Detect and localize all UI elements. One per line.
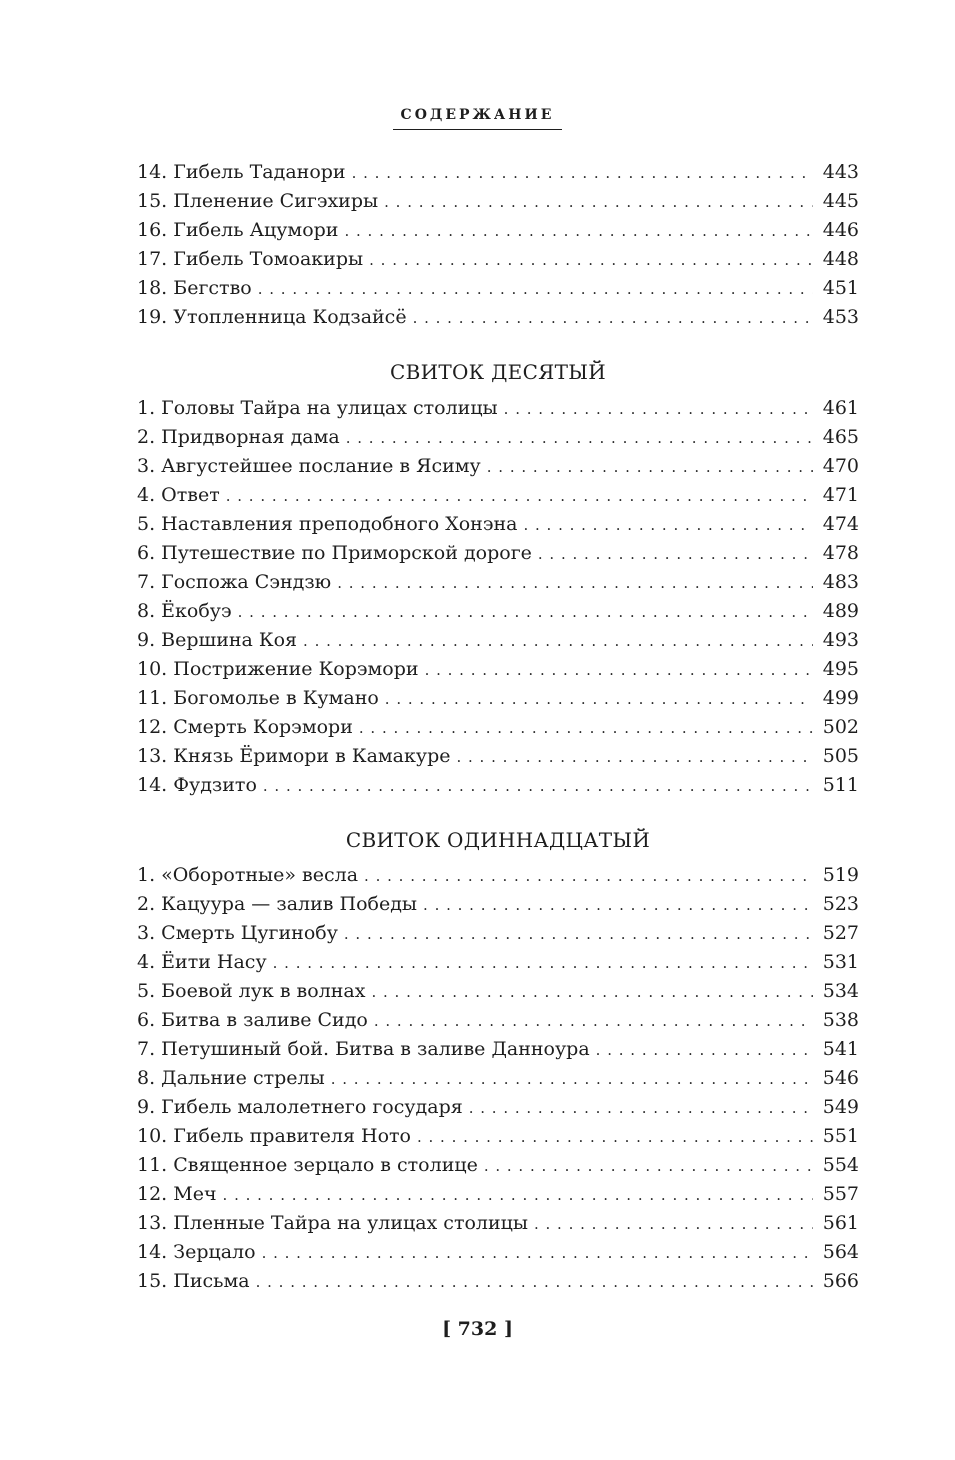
dot-leader [596, 1036, 813, 1065]
toc-entry-page: 478 [822, 542, 859, 564]
dot-leader [417, 1123, 813, 1152]
toc-entry [137, 274, 859, 303]
toc-entry [137, 1209, 859, 1238]
toc-entry [137, 158, 859, 187]
toc-entry-page: 474 [822, 513, 859, 535]
running-header [0, 104, 955, 130]
running-header-title: СОДЕРЖАНИЕ [393, 107, 563, 130]
dot-leader [352, 159, 813, 188]
toc-entry-page: 465 [822, 426, 859, 448]
toc-entry-page: 541 [822, 1038, 859, 1060]
toc-entry-title: 3. Смерть Цугинобу [137, 922, 338, 944]
toc-entry [137, 713, 859, 742]
toc-entry-page: 448 [822, 248, 859, 270]
toc-entry-title: 13. Князь Ёримори в Камакуре [137, 745, 451, 767]
dot-leader [226, 482, 813, 511]
toc-entry-page: 505 [822, 745, 859, 767]
toc-entry-title: 17. Гибель Томоакиры [137, 248, 364, 270]
toc-entry-page: 499 [822, 687, 859, 709]
toc-entry-page: 549 [822, 1096, 859, 1118]
toc-entry [137, 216, 859, 245]
dot-leader [223, 1181, 813, 1210]
dot-leader [303, 627, 813, 656]
dot-leader [384, 188, 813, 217]
toc-entry [137, 394, 859, 423]
dot-leader [263, 772, 813, 801]
dot-leader [487, 453, 813, 482]
toc-entry-title: 15. Письма [137, 1270, 250, 1292]
toc-entry [137, 245, 859, 274]
toc-section-scroll-ten [137, 394, 859, 800]
dot-leader [344, 920, 813, 949]
toc-entry-page: 523 [822, 893, 859, 915]
toc-entry [137, 771, 859, 800]
toc-entry-title: 11. Священное зерцало в столице [137, 1154, 478, 1176]
toc-entry-page: 470 [822, 455, 859, 477]
toc-entry [137, 861, 859, 890]
toc-entry-title: 4. Ёити Насу [137, 951, 267, 973]
toc-entry [137, 1064, 859, 1093]
dot-leader [523, 511, 813, 540]
dot-leader [385, 685, 813, 714]
toc-entry-page: 557 [822, 1183, 859, 1205]
toc-entry-page: 493 [822, 629, 859, 651]
toc-entry-page: 534 [822, 980, 859, 1002]
dot-leader [534, 1210, 813, 1239]
toc-entry-title: 14. Зерцало [137, 1241, 256, 1263]
toc-entry-title: 1. Головы Тайра на улицах столицы [137, 397, 498, 419]
section-heading-scroll-eleven: СВИТОК ОДИННАДЦАТЫЙ [345, 828, 651, 852]
toc-entry [137, 655, 859, 684]
dot-leader [258, 275, 813, 304]
toc-entry-title: 1. «Оборотные» весла [137, 864, 359, 886]
toc-entry-title: 4. Ответ [137, 484, 220, 506]
toc-entry-title: 8. Дальние стрелы [137, 1067, 325, 1089]
toc-entry-title: 10. Пострижение Корэмори [137, 658, 419, 680]
dot-leader [337, 569, 813, 598]
toc-entry-title: 6. Путешествие по Приморской дороге [137, 542, 532, 564]
toc-entry [137, 626, 859, 655]
toc-entry [137, 539, 859, 568]
toc-entry [137, 452, 859, 481]
section-heading-scroll-ten: СВИТОК ДЕСЯТЫЙ [390, 360, 606, 384]
toc-entry-page: 502 [822, 716, 859, 738]
dot-leader [413, 304, 813, 333]
dot-leader [364, 862, 813, 891]
toc-entry [137, 423, 859, 452]
toc-entry-page: 453 [822, 306, 859, 328]
dot-leader [469, 1094, 813, 1123]
toc-entry-page: 443 [822, 161, 859, 183]
page-number: [ 732 ] [442, 1318, 513, 1340]
toc-entry-title: 19. Утопленница Кодзайсё [137, 306, 407, 328]
toc-entry-title: 8. Ёкобуэ [137, 600, 232, 622]
toc-entry-page: 551 [822, 1125, 859, 1147]
dot-leader [538, 540, 813, 569]
dot-leader [484, 1152, 813, 1181]
toc-entry-page: 538 [822, 1009, 859, 1031]
toc-entry [137, 948, 859, 977]
toc-entry-title: 14. Гибель Таданори [137, 161, 346, 183]
dot-leader [456, 743, 813, 772]
toc-entry-page: 546 [822, 1067, 859, 1089]
toc-entry [137, 1238, 859, 1267]
toc-entry-title: 15. Пленение Сигэхиры [137, 190, 379, 212]
toc-section-scroll-eleven [137, 861, 859, 1296]
toc-entry-title: 9. Вершина Коя [137, 629, 298, 651]
toc-entry [137, 977, 859, 1006]
dot-leader [273, 949, 813, 978]
toc-entry-title: 13. Пленные Тайра на улицах столицы [137, 1212, 528, 1234]
toc-entry-title: 2. Кацуура — залив Победы [137, 893, 418, 915]
toc-entry [137, 1180, 859, 1209]
toc-entry-page: 489 [822, 600, 859, 622]
toc-section-continued [137, 158, 859, 332]
dot-leader [344, 217, 813, 246]
toc-entry [137, 1006, 859, 1035]
toc-entry [137, 1035, 859, 1064]
toc-entry-page: 446 [822, 219, 859, 241]
toc-entry [137, 1151, 859, 1180]
dot-leader [425, 656, 813, 685]
toc-entry [137, 568, 859, 597]
toc-entry-page: 564 [822, 1241, 859, 1263]
toc-entry-title: 12. Меч [137, 1183, 217, 1205]
toc-entry [137, 684, 859, 713]
toc-entry-title: 11. Богомолье в Кумано [137, 687, 379, 709]
dot-leader [238, 598, 813, 627]
toc-entry-page: 483 [822, 571, 859, 593]
toc-entry [137, 1093, 859, 1122]
toc-entry-title: 7. Петушиный бой. Битва в заливе Данноура [137, 1038, 590, 1060]
toc-entry-page: 451 [822, 277, 859, 299]
toc-entry-title: 9. Гибель малолетнего государя [137, 1096, 463, 1118]
toc-entry [137, 187, 859, 216]
dot-leader [374, 1007, 813, 1036]
toc-entry [137, 890, 859, 919]
toc-entry [137, 1122, 859, 1151]
toc-entry-page: 511 [822, 774, 859, 796]
toc-entry-title: 6. Битва в заливе Сидо [137, 1009, 368, 1031]
toc-entry-title: 12. Смерть Корэмори [137, 716, 353, 738]
dot-leader [423, 891, 813, 920]
dot-leader [262, 1239, 813, 1268]
toc-entry-page: 561 [822, 1212, 859, 1234]
dot-leader [359, 714, 813, 743]
toc-entry [137, 303, 859, 332]
toc-entry-page: 461 [822, 397, 859, 419]
toc-entry-page: 566 [822, 1270, 859, 1292]
dot-leader [331, 1065, 813, 1094]
toc-entry-page: 554 [822, 1154, 859, 1176]
toc-entry-title: 7. Госпожа Сэндзю [137, 571, 332, 593]
toc-entry-page: 519 [822, 864, 859, 886]
toc-entry-title: 2. Придворная дама [137, 426, 340, 448]
toc-entry-title: 18. Бегство [137, 277, 252, 299]
toc-entry-page: 495 [822, 658, 859, 680]
toc-entry [137, 510, 859, 539]
toc-entry-title: 14. Фудзито [137, 774, 257, 796]
dot-leader [256, 1268, 813, 1297]
toc-entry-title: 10. Гибель правителя Ното [137, 1125, 411, 1147]
toc-entry-title: 3. Августейшее послание в Ясиму [137, 455, 481, 477]
toc-entry [137, 742, 859, 771]
toc-entry-title: 5. Наставления преподобного Хонэна [137, 513, 518, 535]
toc-entry [137, 597, 859, 626]
toc-entry [137, 1267, 859, 1296]
toc-entry-page: 527 [822, 922, 859, 944]
toc-entry [137, 481, 859, 510]
toc-entry-title: 16. Гибель Ацумори [137, 219, 339, 241]
toc-entry-page: 531 [822, 951, 859, 973]
toc-entry-page: 471 [822, 484, 859, 506]
dot-leader [371, 978, 813, 1007]
dot-leader [504, 395, 813, 424]
toc-entry-title: 5. Боевой лук в волнах [137, 980, 366, 1002]
dot-leader [346, 424, 813, 453]
toc-entry [137, 919, 859, 948]
toc-entry-page: 445 [822, 190, 859, 212]
dot-leader [369, 246, 813, 275]
